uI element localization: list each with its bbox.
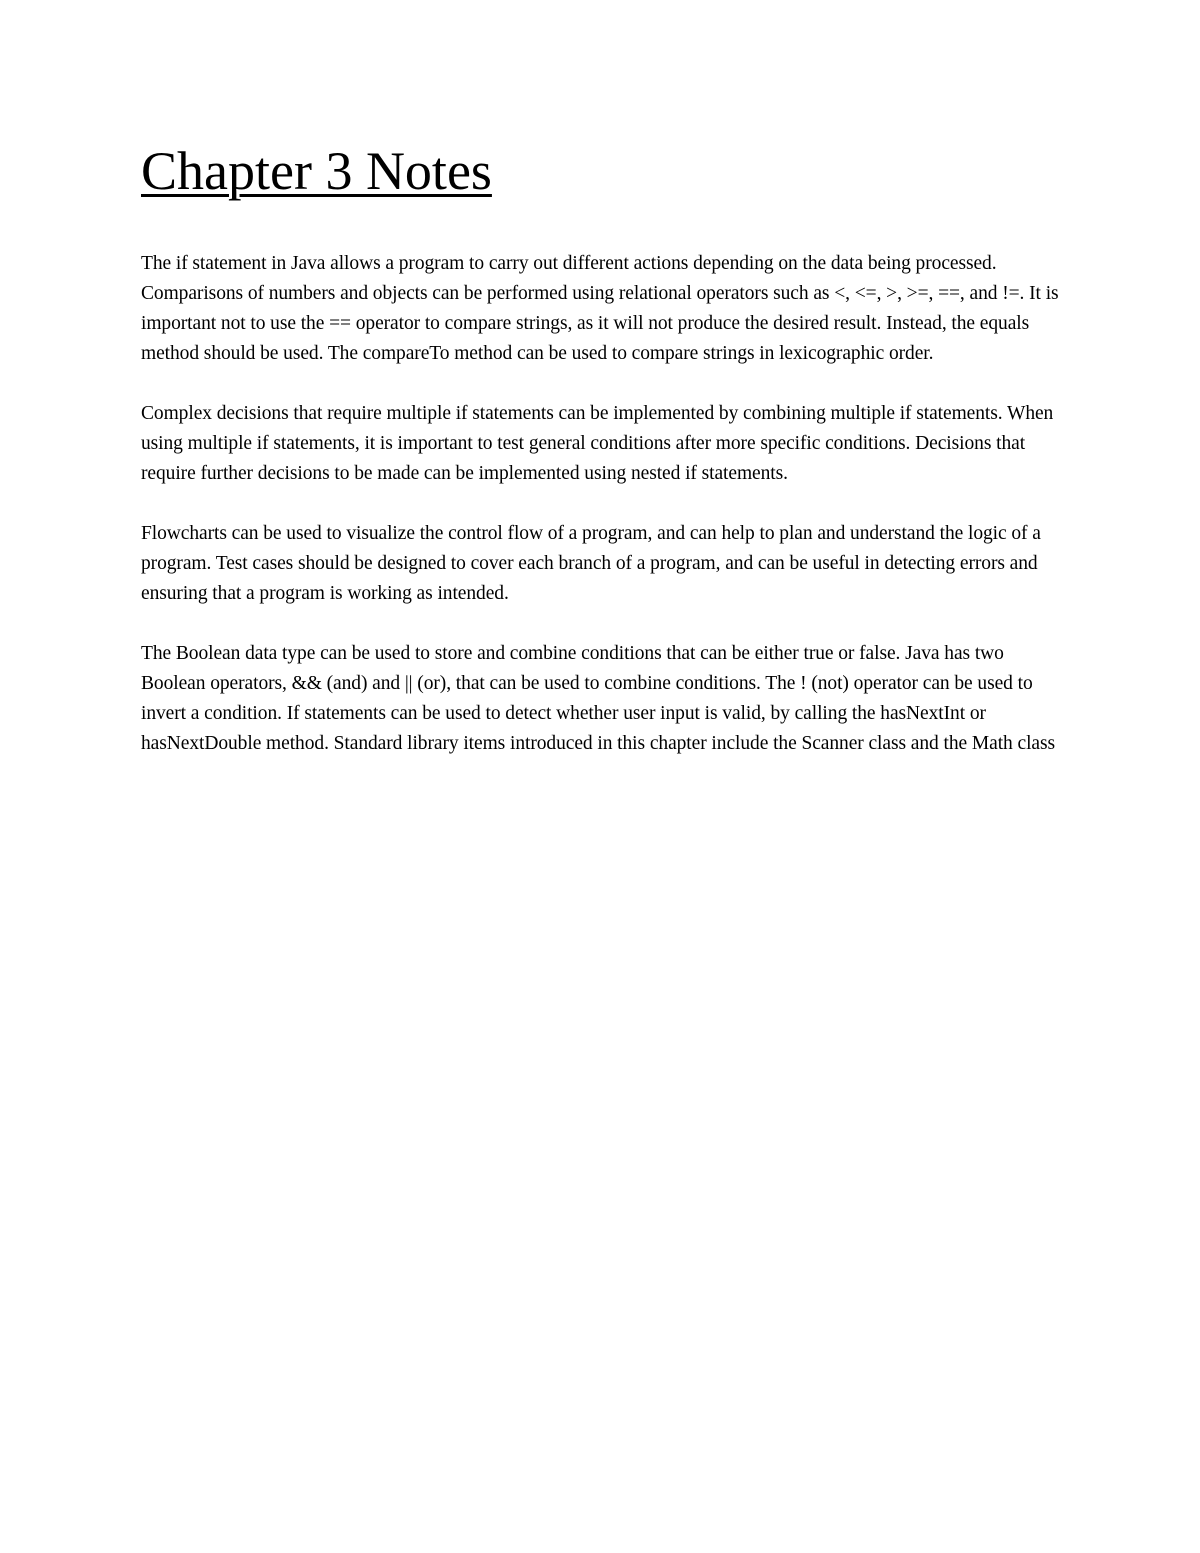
paragraph-if-statement: The if statement in Java allows a program to carry out different actions depending on the data being processed. Comparisons of numbers and objects can be performed using relational operators such as <, <=, >, >=, ==, and !=. It is important not to use the == operator to compare strings, as it will not produce the desired result. Instead, the equals method should be used. The compareTo method can be used to compare strings in lexicographic order. [141,253,1059,364]
paragraph-flowcharts: Flowcharts can be used to visualize the control flow of a program, and can help to plan and understand the logic of a program. Test cases should be designed to cover each branch of a program, and can be useful in detecting errors and ensuring that a program is working as intended. [141,523,1041,604]
document-content [141,138,1066,759]
paragraph-complex-decisions: Complex decisions that require multiple if statements can be implemented by combining multiple if statements. When using multiple if statements, it is important to test general conditions after more specific conditions. Decisions that require further decisions to be made can be implemented using nested if statements. [141,403,1054,484]
document-title: Chapter 3 Notes [141,141,492,201]
paragraph-boolean: The Boolean data type can be used to store and combine conditions that can be either true or false. Java has two Boolean operators, && (and) and || (or), that can be used to combine conditions. The ! (not) operator can be used to invert a condition. If statements can be used to detect whether user input is valid, by calling the hasNextInt or hasNextDouble method. Standard library items introduced in this chapter include the Scanner class and the Math class [141,643,1056,754]
